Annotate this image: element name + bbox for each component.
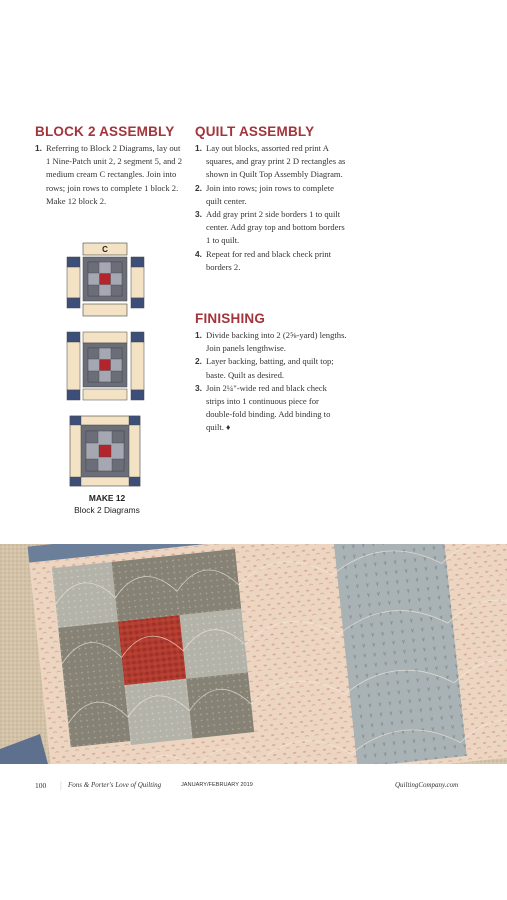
quilt-assembly-step xyxy=(195,182,347,208)
block-2-step xyxy=(35,142,185,208)
step-text: Layer backing, batting, and quilt top; baste. Quilt as desired. xyxy=(206,356,334,380)
step-number: 2. xyxy=(195,182,202,193)
step-text: Repeat for red and black check print borders 2. xyxy=(206,248,332,272)
diagram-caption: Block 2 Diagrams xyxy=(74,505,140,515)
magazine-title: Fons & Porter's Love of Quilting xyxy=(68,781,162,789)
step-text: Referring to Block 2 Diagrams, lay out 1 Nine-Patch unit 2, 2 segment 5, and 2 medium cream C rectangles. Join into rows; join rows to complete 1 block 2. Make 12 block 2. xyxy=(46,143,183,206)
page-footer xyxy=(0,781,507,793)
diagram-step-2 xyxy=(67,332,144,400)
quilt-assembly-step xyxy=(195,248,347,274)
diagram-label-c: C xyxy=(102,245,108,254)
page-number: 100 xyxy=(35,781,47,790)
step-number: 4. xyxy=(195,248,202,259)
step-number: 3. xyxy=(195,382,202,393)
step-text: Join into rows; join rows to complete quilt center. xyxy=(206,182,334,206)
quilt-assembly-step xyxy=(195,208,347,248)
diagram-step-1 xyxy=(67,243,144,316)
step-text: Divide backing into 2 (2⅝-yard) lengths. Join panels lengthwise. xyxy=(206,330,347,354)
quilt-photo xyxy=(0,544,507,764)
footer-divider: | xyxy=(60,780,62,790)
diagram-step-3 xyxy=(70,416,140,486)
quilt-assembly-steps xyxy=(195,142,347,274)
make-count-label: MAKE 12 xyxy=(88,493,126,503)
step-number: 2. xyxy=(195,356,202,367)
step-number: 3. xyxy=(195,209,202,220)
finishing-steps xyxy=(195,329,347,435)
quilt-assembly-step xyxy=(195,142,347,182)
block-2-steps xyxy=(35,142,185,208)
step-number: 1. xyxy=(195,330,202,340)
finishing-step xyxy=(195,382,347,435)
finishing-step xyxy=(195,355,347,381)
issue-date: JANUARY/FEBRUARY 2019 xyxy=(181,782,253,788)
step-number: 1. xyxy=(35,143,42,153)
website: QuiltingCompany.com xyxy=(395,781,459,789)
quilt-photo-image xyxy=(0,544,507,764)
quilt-assembly-heading: QUILT ASSEMBLY xyxy=(195,124,315,139)
step-text: Lay out blocks, assorted red print A squares, and gray print 2 D rectangles as shown in Quilt Top Assembly Diagram. xyxy=(206,143,346,180)
step-number: 1. xyxy=(195,143,202,153)
finishing-heading: FINISHING xyxy=(195,311,266,326)
block-2-heading: BLOCK 2 ASSEMBLY xyxy=(35,124,175,139)
step-text: Join 2¼"-wide red and black check strips into 1 continuous piece for double-fold binding. Add binding to quilt. ♦ xyxy=(206,382,331,433)
block-2-diagrams xyxy=(66,240,146,490)
step-text: Add gray print 2 side borders 1 to quilt center. Add gray top and bottom borders 1 to quilt. xyxy=(206,209,345,246)
finishing-step xyxy=(195,329,347,355)
